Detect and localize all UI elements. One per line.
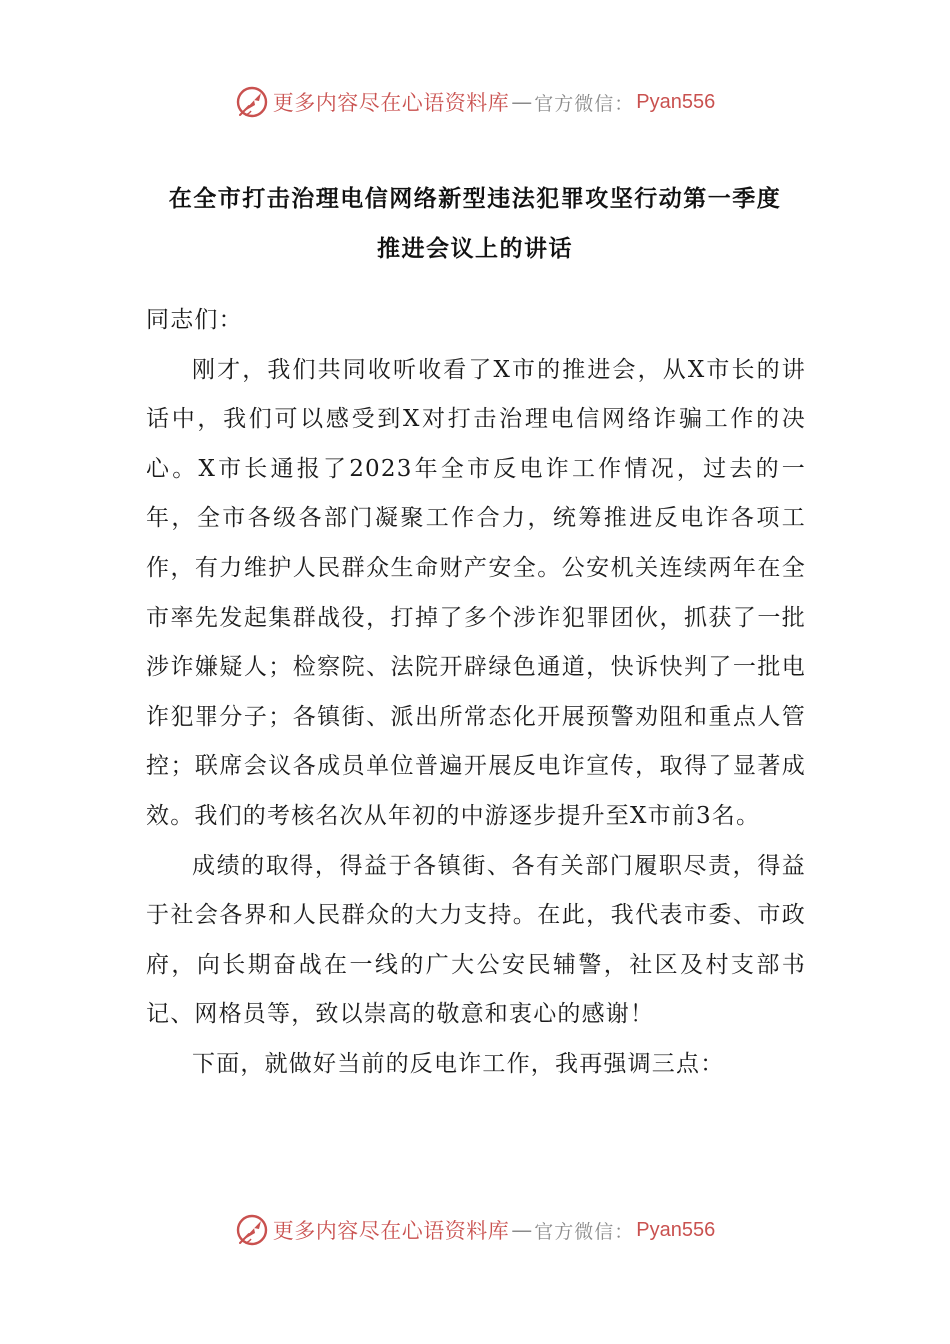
watermark-contact-label: 官方微信： — [534, 1220, 635, 1243]
document-body — [146, 296, 806, 1090]
header-watermark — [0, 80, 950, 124]
document-title-line-1: 在全市打击治理电信网络新型违法犯罪攻坚行动第一季度 — [168, 186, 782, 212]
document-title-line-2: 推进会议上的讲话 — [377, 236, 573, 262]
watermark-separator: — — [511, 90, 533, 114]
watermark-brand: 更多内容尽在心语资料库 — [272, 1219, 510, 1243]
paragraph-2: 成绩的取得，得益于各镇街、各有关部门履职尽责，得益于社会各界和人民群众的大力支持。在此，我代表市委、市政府，向长期奋战在一线的广大公安民辅警，社区及村支部书记、网格员等，致以崇高的敬意和衷心的感谢！ — [146, 852, 806, 1028]
watermark-contact-id: Pyan556 — [636, 1218, 716, 1241]
quill-logo-icon — [235, 1213, 269, 1247]
footer-watermark — [0, 1208, 950, 1252]
paragraph-3: 下面，就做好当前的反电诈工作，我再强调三点： — [192, 1050, 725, 1077]
quill-logo-icon — [235, 85, 269, 119]
paragraph-1: 刚才，我们共同收听收看了X市的推进会，从X市长的讲话中，我们可以感受到X对打击治理电信网络诈骗工作的决心。X市长通报了2023年全市反电诈工作情况，过去的一年，全市各级各部门凝聚工作合力，统筹推进反电诈各项工作，有力维护人民群众生命财产安全。公安机关连续两年在全市率先发起集群战役，打掉了多个涉诈犯罪团伙，抓获了一批涉诈嫌疑人；检察院、法院开辟绿色通道，快诉快判了一批电诈犯罪分子；各镇街、派出所常态化开展预警劝阻和重点人管控；联席会议各成员单位普遍开展反电诈宣传，取得了显著成效。我们的考核名次从年初的中游逐步提升至X市前3名。 — [146, 356, 806, 829]
watermark-brand: 更多内容尽在心语资料库 — [272, 91, 510, 115]
watermark-contact-id: Pyan556 — [636, 90, 716, 113]
watermark-contact-label: 官方微信： — [534, 92, 635, 115]
salutation: 同志们： — [146, 307, 243, 333]
watermark-separator: — — [511, 1218, 533, 1242]
